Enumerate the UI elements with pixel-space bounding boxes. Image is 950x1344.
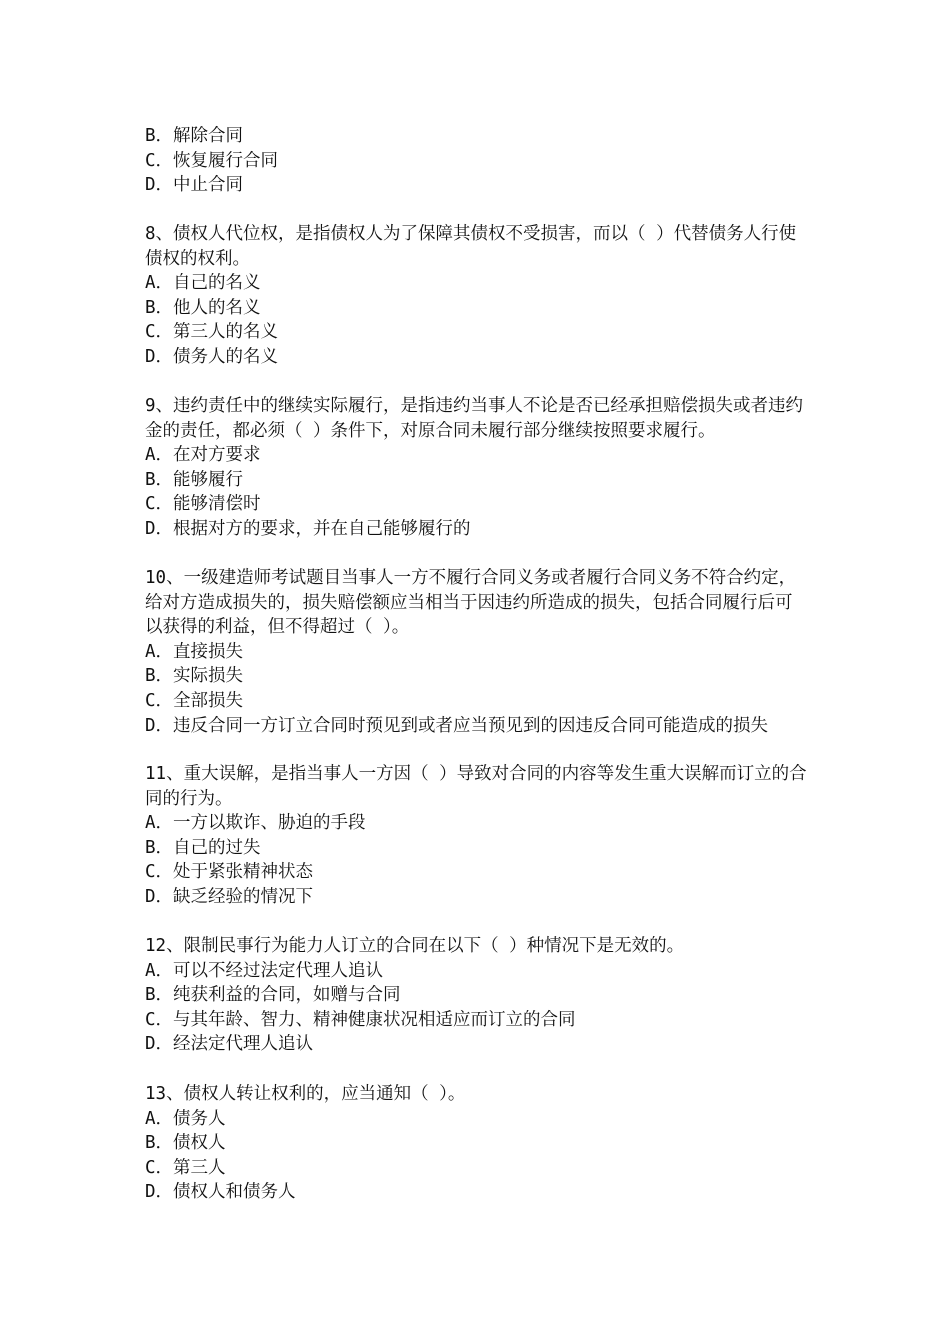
option-line: B．实际损失 [145, 666, 244, 687]
question-12 [145, 934, 865, 1057]
option-line: A．自己的名义 [145, 273, 261, 294]
option-line: B．债权人 [145, 1133, 226, 1154]
question-8 [145, 222, 865, 370]
option-line: D．债权人和债务人 [145, 1182, 296, 1203]
question-9 [145, 394, 865, 542]
option-line: D．缺乏经验的情况下 [145, 886, 314, 907]
option-line: B．能够履行 [145, 469, 244, 490]
option-line: A．债务人 [145, 1108, 226, 1129]
option-line: C．第三人 [145, 1157, 226, 1178]
option-line: D．经法定代理人追认 [145, 1034, 314, 1055]
option-line: C．恢复履行合同 [145, 150, 279, 171]
question-text: 给对方造成损失的，损失赔偿额应当相当于因违约所造成的损失，包括合同履行后可 [145, 592, 793, 613]
option-line: B．自己的过失 [145, 837, 261, 858]
option-line: D．根据对方的要求，并在自己能够履行的 [145, 518, 471, 539]
question-7-continuation [145, 124, 865, 198]
question-text: 11、重大误解，是指当事人一方因（ ）导致对合同的内容等发生重大误解而订立的合 [145, 764, 807, 784]
question-text: 12、限制民事行为能力人订立的合同在以下（ ）种情况下是无效的。 [145, 936, 685, 956]
question-text: 10、一级建造师考试题目当事人一方不履行合同义务或者履行合同义务不符合约定， [145, 568, 797, 588]
question-13 [145, 1082, 865, 1205]
option-line: A．可以不经过法定代理人追认 [145, 960, 384, 981]
question-text: 债权的权利。 [145, 248, 250, 269]
question-text: 同的行为。 [145, 788, 233, 809]
option-line: A．直接损失 [145, 641, 244, 662]
option-line: C．第三人的名义 [145, 322, 279, 343]
option-line: B．他人的名义 [145, 297, 261, 318]
option-line: B．纯获利益的合同，如赠与合同 [145, 985, 401, 1006]
option-line: D．违反合同一方订立合同时预见到或者应当预见到的因违反合同可能造成的损失 [145, 715, 769, 736]
question-10 [145, 566, 865, 738]
option-line: B．解除合同 [145, 126, 244, 146]
question-text: 8、债权人代位权，是指债权人为了保障其债权不受损害，而以（ ）代替债务人行使 [145, 224, 797, 244]
option-line: A．一方以欺诈、胁迫的手段 [145, 813, 366, 834]
option-line: C．与其年龄、智力、精神健康状况相适应而订立的合同 [145, 1009, 576, 1030]
question-text: 金的责任，都必须（ ）条件下，对原合同未履行部分继续按照要求履行。 [145, 420, 716, 441]
option-line: C．处于紧张精神状态 [145, 862, 314, 883]
option-line: D．债务人的名义 [145, 346, 279, 367]
option-line: C．全部损失 [145, 690, 244, 711]
question-text: 13、债权人转让权利的，应当通知（ ）。 [145, 1084, 466, 1104]
option-line: D．中止合同 [145, 175, 244, 196]
option-line: A．在对方要求 [145, 445, 261, 466]
question-text: 9、违约责任中的继续实际履行，是指违约当事人不论是否已经承担赔偿损失或者违约 [145, 396, 804, 416]
question-text: 以获得的利益，但不得超过（ ）。 [145, 617, 410, 638]
option-line: C．能够清偿时 [145, 494, 261, 515]
question-11 [145, 762, 865, 910]
